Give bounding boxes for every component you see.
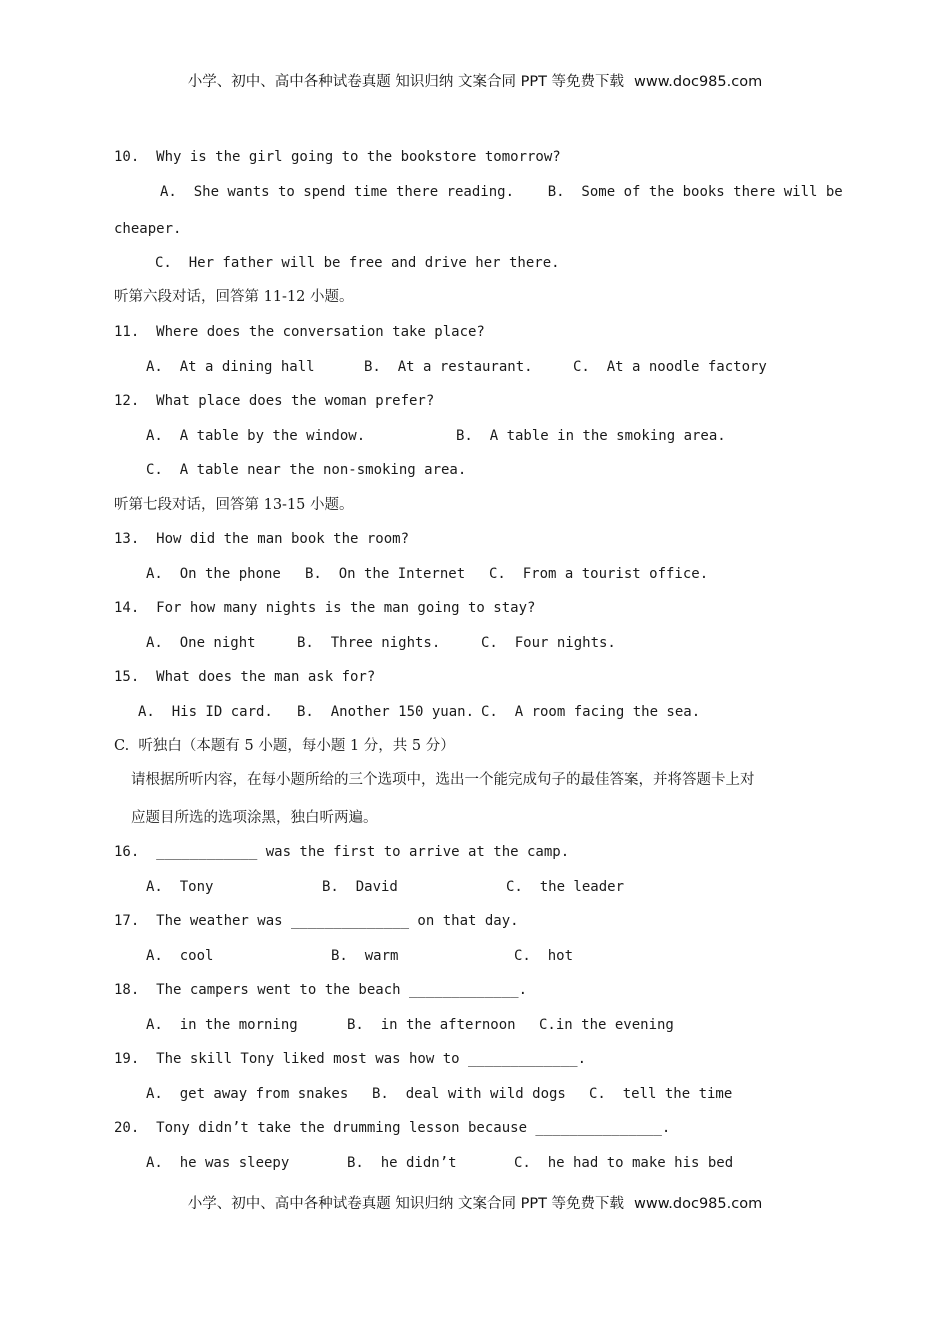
q11-option-a: A. At a dining hall: [146, 359, 315, 375]
q19-question: 19. The skill Tony liked most was how to _____________.: [114, 1051, 587, 1067]
q18-option-a: A. in the morning: [146, 1017, 298, 1033]
q10-options-line1: A. She wants to spend time there reading. B. Some of the books there will be: [160, 184, 843, 200]
section-c-instructions-2: 应题目所选的选项涂黑，独白听两遍。: [131, 810, 378, 826]
q13-option-b: B. On the Internet: [305, 566, 466, 582]
q16-option-c: C. the leader: [506, 879, 625, 895]
q10-question: 10. Why is the girl going to the bookstore tomorrow?: [114, 149, 561, 165]
q14-option-c: C. Four nights.: [481, 635, 616, 651]
q18-option-c: C.in the evening: [539, 1017, 674, 1033]
q20-option-a: A. he was sleepy: [146, 1155, 290, 1171]
section-7-heading: 听第七段对话，回答第 13-15 小题。: [114, 497, 354, 513]
section-c-title: C. 听独白（本题有 5 小题，每小题 1 分，共 5 分）: [114, 738, 455, 754]
header-text: 小学、初中、高中各种试卷真题 知识归纳 文案合同 PPT 等免费下载: [187, 74, 625, 90]
header-site-link[interactable]: www.doc985.com: [634, 74, 763, 90]
q17-question: 17. The weather was ______________ on that day.: [114, 913, 519, 929]
section-c-instructions-1: 请根据所听内容，在每小题所给的三个选项中，选出一个能完成句子的最佳答案，并将答题卡上对: [131, 772, 755, 788]
q12-question: 12. What place does the woman prefer?: [114, 393, 435, 409]
q12-option-b: B. A table in the smoking area.: [456, 428, 726, 444]
q14-option-a: A. One night: [146, 635, 256, 651]
q13-option-a: A. On the phone: [146, 566, 281, 582]
q14-option-b: B. Three nights.: [297, 635, 441, 651]
q17-option-a: A. cool: [146, 948, 214, 964]
q11-option-b: B. At a restaurant.: [364, 359, 533, 375]
q19-option-a: A. get away from snakes: [146, 1086, 349, 1102]
q12-option-c: C. A table near the non-smoking area.: [146, 462, 467, 478]
q10-options-line2: cheaper.: [114, 221, 182, 237]
q20-option-b: B. he didn’t: [347, 1155, 457, 1171]
q19-option-b: B. deal with wild dogs: [372, 1086, 566, 1102]
q15-option-c: C. A room facing the sea.: [481, 704, 701, 720]
q14-question: 14. For how many nights is the man going to stay?: [114, 600, 536, 616]
footer-site-link[interactable]: www.doc985.com: [634, 1196, 763, 1212]
q15-option-a: A. His ID card.: [138, 704, 273, 720]
q13-option-c: C. From a tourist office.: [489, 566, 709, 582]
q16-question: 16. ____________ was the first to arrive at the camp.: [114, 844, 570, 860]
q17-option-c: C. hot: [514, 948, 574, 964]
q12-option-a: A. A table by the window.: [146, 428, 366, 444]
q16-option-a: A. Tony: [146, 879, 214, 895]
q15-option-b: B. Another 150 yuan.: [297, 704, 475, 720]
footer-text: 小学、初中、高中各种试卷真题 知识归纳 文案合同 PPT 等免费下载: [187, 1196, 625, 1212]
q20-question: 20. Tony didn’t take the drumming lesson because _______________.: [114, 1120, 671, 1136]
q11-question: 11. Where does the conversation take place?: [114, 324, 485, 340]
section-6-heading: 听第六段对话，回答第 11-12 小题。: [114, 289, 354, 305]
page-footer: [0, 1192, 950, 1213]
q13-question: 13. How did the man book the room?: [114, 531, 410, 547]
q11-option-c: C. At a noodle factory: [573, 359, 767, 375]
q20-option-c: C. he had to make his bed: [514, 1155, 734, 1171]
q16-option-b: B. David: [322, 879, 398, 895]
q17-option-b: B. warm: [331, 948, 399, 964]
q19-option-c: C. tell the time: [589, 1086, 733, 1102]
q15-question: 15. What does the man ask for?: [114, 669, 376, 685]
q18-option-b: B. in the afternoon: [347, 1017, 516, 1033]
q18-question: 18. The campers went to the beach _____________.: [114, 982, 528, 998]
q10-option-c: C. Her father will be free and drive her there.: [155, 255, 560, 271]
page-header: [0, 70, 950, 91]
